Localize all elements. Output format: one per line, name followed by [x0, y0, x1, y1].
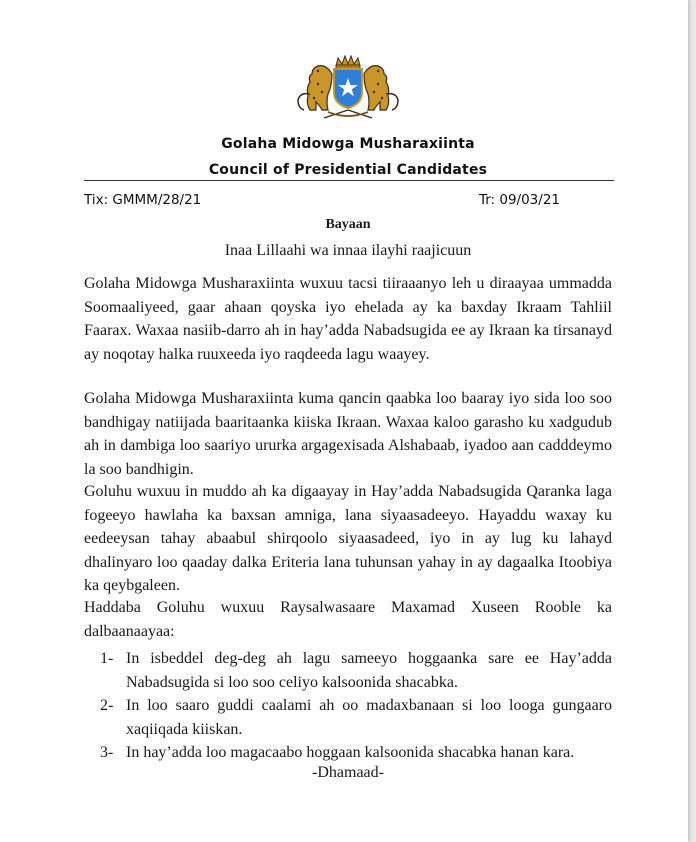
paragraph-warning: Goluhu wuxuu in muddo ah ka digaayay in Hay’adda Nabadsugida Qaranka laga fogeeyo hawlaha ka baxsan amniga, lana siyaasadeeyo. Hayaddu waxay ku eedeeysan tahay abaabul shirqoolo siyaasadeed, iyo in ay lug ku lahayd dhalinyaro loo qaaday dalka Eriteria lana tuhunsan yahay in ay dagaalka Itoobiya ka qeybgaleen.: [84, 483, 612, 594]
list-item: [100, 647, 612, 694]
list-item: [100, 694, 612, 741]
crossed-spears-icon: [324, 110, 372, 118]
org-name-somali: Golaha Midowga Musharaxiinta: [221, 136, 475, 152]
list-item-number: 2-: [100, 697, 114, 714]
list-item-text: In isbeddel deg-deg ah lagu sameeyo hoggaanka sare ee Hay’adda Nabadsugida si loo soo celiyo kalsoonida shacabka.: [126, 650, 612, 691]
list-item: [100, 741, 612, 765]
leopard-left-icon: [298, 66, 332, 110]
demands-list: [100, 647, 612, 765]
leopard-right-icon: [364, 66, 398, 110]
list-item-number: 3-: [100, 744, 114, 761]
list-item-number: 1-: [100, 650, 114, 667]
list-item-text: In hay’adda loo magacaabo hoggaan kalsoonida shacabka hanan kara.: [126, 744, 575, 761]
paragraph-condolence: Golaha Midowga Musharaxiinta wuxuu tacsi tiiraaanyo leh u diraayaa ummadda Soomaaliyeed, gaar ahaan qoyska iyo ehelada ay ka baxday Ikraam Tahliil Faarax. Waxaa nasiib-darro ah in hay’adda Nabadsugida ee ay Ikraan ka tirsanayd ay noqotay halka ruuxeeda iyo raqdeeda lagu waayey.: [84, 275, 612, 363]
invocation-line: Inaa Lillaahi wa innaa ilayhi raajicuun: [224, 242, 472, 259]
paragraph-request: Haddaba Goluhu wuxuu Raysalwasaare Maxamad Xuseen Rooble ka dalbaanaayaa:: [84, 599, 612, 640]
list-item-text: In loo saaro guddi caalami ah oo madaxbanaan si loo looga gungaaro xaqiiqada kiiskan.: [126, 697, 612, 738]
closing-mark: -Dhamaad-: [312, 764, 384, 781]
somali-coat-of-arms-icon: [288, 54, 408, 120]
shield-icon: [334, 69, 362, 108]
reference-number: Tix: GMMM/28/21: [84, 192, 202, 208]
paragraph-investigation: Golaha Midowga Musharaxiinta kuma qancin qaabka loo baaray iyo sida loo soo bandhigay natiijada baaritaanka kiiska Ikraan. Waxaa kaloo garasho ku xadgudub ah in dambiga loo saariyo ururka argagexisada Alshabaab, iyadoo aan cadddeymo la soo bandhigin.: [84, 390, 612, 478]
document-subject: Bayaan: [325, 217, 371, 232]
org-name-english: Council of Presidential Candidates: [208, 162, 488, 178]
header-divider: [84, 180, 614, 181]
crown-icon: [336, 56, 360, 69]
document-date: Tr: 09/03/21: [478, 192, 560, 208]
